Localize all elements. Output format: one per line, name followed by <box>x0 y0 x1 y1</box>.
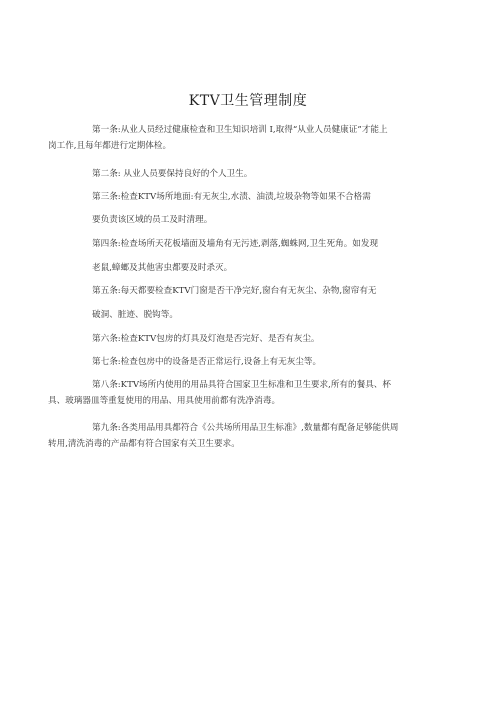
article-9-line-2: 转用,清洗消毒的产品都有符合国家有关卫生要求。 <box>48 439 240 449</box>
article-5-line-2: 破洞、脏迹、脱钩等。 <box>92 310 178 320</box>
article-3-line-1: 第三条:检查KTV场所地面:有无灰尘,水渍、油渍,垃圾杂物等如果不合格需 <box>92 192 371 202</box>
article-6-line-1: 第六条:检查KTV包房的灯具及灯泡是否完好、是否有灰尘。 <box>92 334 320 344</box>
article-4 <box>70 236 430 252</box>
article-7-line-1: 第七条:检查包房中的设备是否正常运行,设备上有无灰尘等。 <box>92 357 322 367</box>
article-2-line-1: 第二条: 从业人员要保持良好的个人卫生。 <box>92 169 253 179</box>
article-4-continued <box>70 260 430 276</box>
article-5-line-1: 第五条:每天都要检查KTV门窗是否干净完好,窗台有无灰尘、杂物,窗帘有无 <box>92 286 377 296</box>
article-1-line-1: 第一条:从业人员经过健康检查和卫生知识培训 I,取得“从业人员健康证”才能上 <box>92 125 388 135</box>
article-3 <box>70 189 430 205</box>
article-9-line-1: 第九条:各类用品用具都符合《公共场所用品卫生标准》,数量都有配备足够能供周 <box>92 423 399 433</box>
article-4-line-2: 老鼠,蟑螂及其他害虫都要及时杀灭。 <box>92 263 233 273</box>
article-9 <box>48 420 430 452</box>
article-3-continued <box>70 212 430 228</box>
article-5-continued <box>70 307 430 323</box>
article-2 <box>70 166 430 182</box>
article-4-line-1: 第四条:检查场所天花板墙面及墙角有无污迹,剥落,蜘蛛网,卫生死角。如发现 <box>92 239 379 249</box>
article-1 <box>48 122 430 154</box>
article-6 <box>70 331 430 347</box>
article-7 <box>70 354 430 370</box>
article-8-line-2: 具、玻璃器皿等重复使用的用品、用具使用前都有洗净消毒。 <box>48 396 281 406</box>
article-8 <box>48 377 430 409</box>
document-title: KTV卫生管理制度 <box>188 93 308 109</box>
article-8-line-1: 第八条:KTV场所内使用的用品具符合国家卫生标准和卫生要求,所有的餐具、杯 <box>92 380 391 390</box>
article-5 <box>70 283 430 299</box>
article-3-line-2: 要负责该区域的员工及时清理。 <box>92 215 213 225</box>
article-1-line-2: 岗工作,且每年都进行定期体检。 <box>48 141 172 151</box>
